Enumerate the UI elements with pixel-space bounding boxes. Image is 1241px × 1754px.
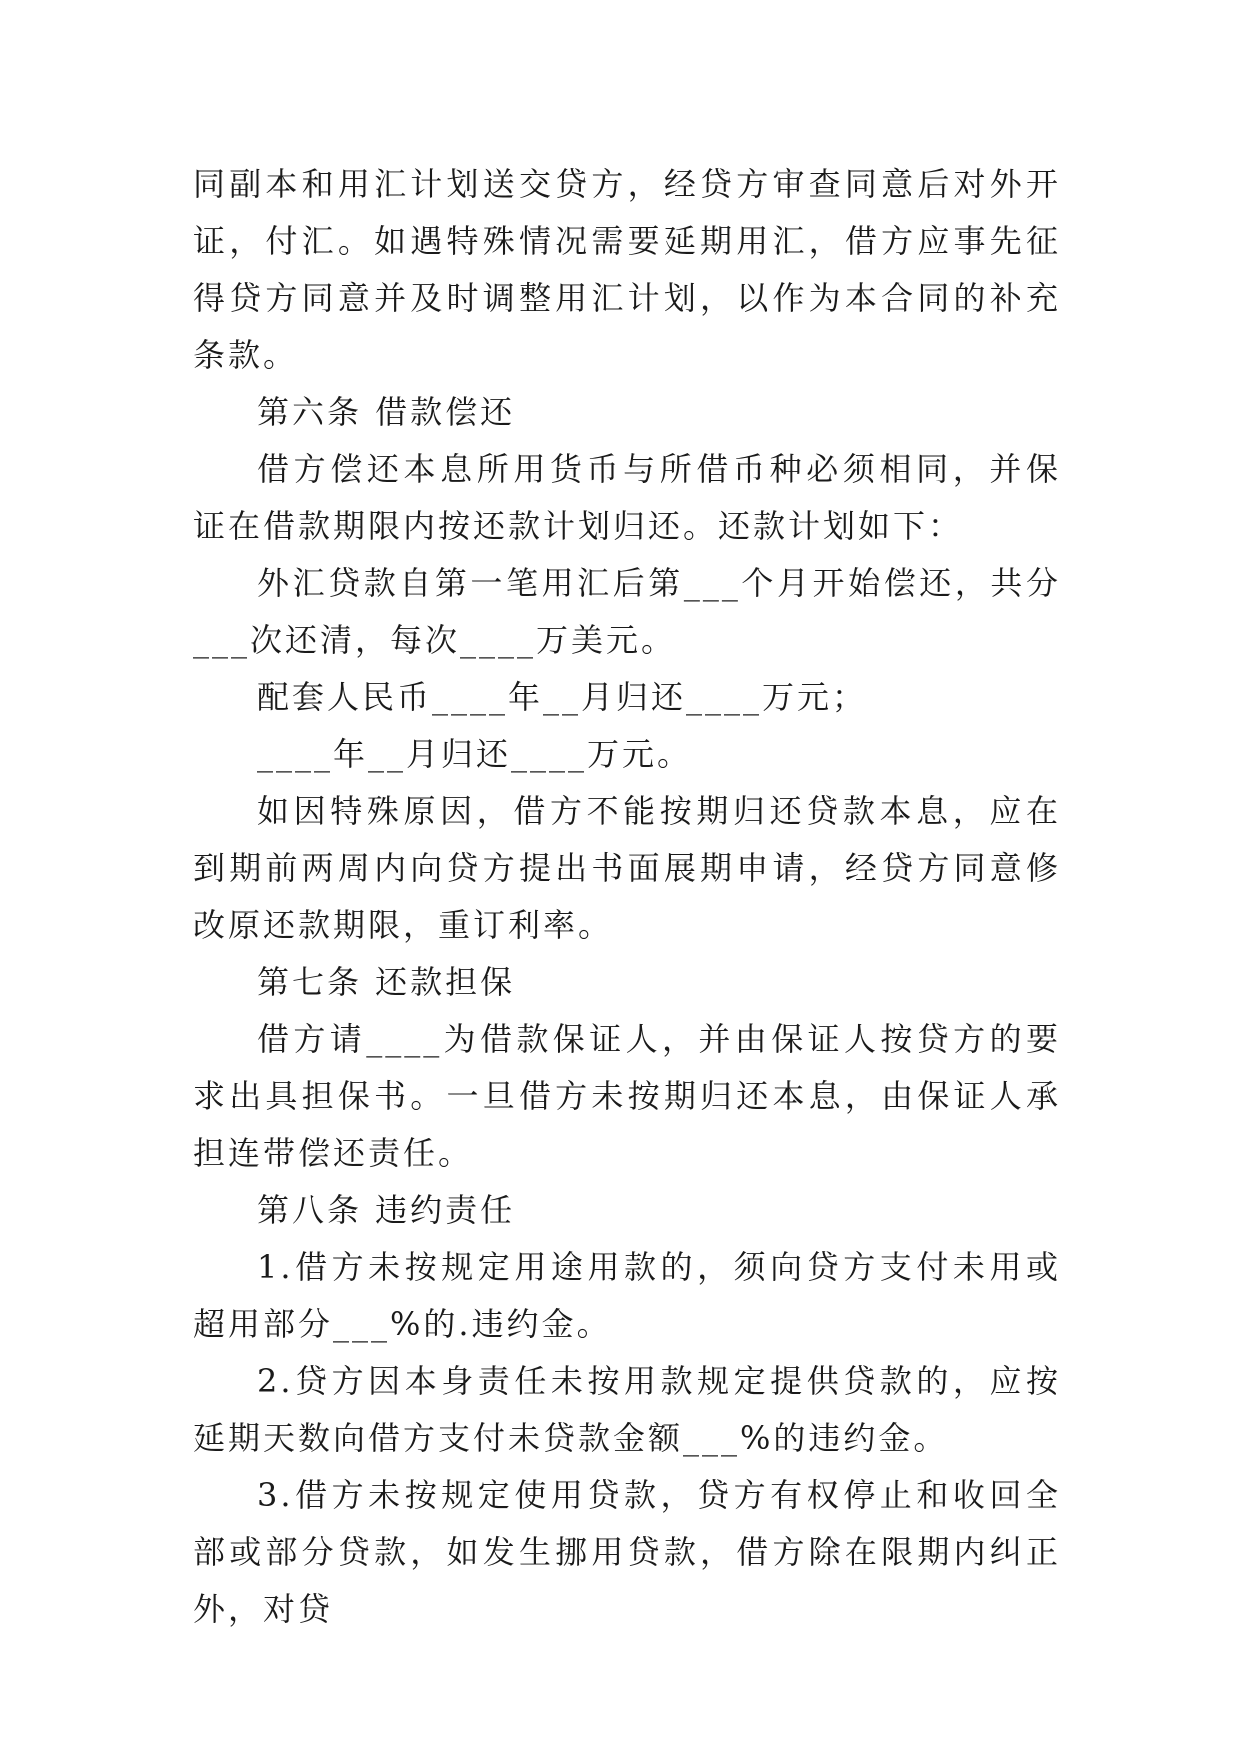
article-8-heading: 第八条 违约责任 bbox=[257, 1191, 516, 1229]
document-body bbox=[193, 156, 1061, 1638]
paragraph-extension: 如因特殊原因，借方不能按期归还贷款本息，应在到期前两周内向贷方提出书面展期申请，经贷方同意修改原还款期限，重订利率。 bbox=[193, 792, 1061, 944]
paragraph-guarantor: 借方请____为借款保证人，并由保证人按贷方的要求出具担保书。一旦借方未按期归还本息，由保证人承担连带偿还责任。 bbox=[193, 1020, 1061, 1172]
article-6-heading: 第六条 借款偿还 bbox=[257, 393, 516, 431]
paragraph-rmb-repayment-2: ____年__月归还____万元。 bbox=[257, 735, 693, 773]
paragraph-forex-repayment: 外汇贷款自第一笔用汇后第___个月开始偿还，共分___次还清，每次____万美元。 bbox=[193, 564, 1061, 659]
paragraph-breach-2: 2.贷方因本身责任未按用款规定提供贷款的，应按延期天数向借方支付未贷款金额___%的违约金。 bbox=[193, 1362, 1061, 1457]
article-7-heading: 第七条 还款担保 bbox=[257, 963, 516, 1001]
paragraph-breach-3: 3.借方未按规定使用贷款，贷方有权停止和收回全部或部分贷款，如发生挪用贷款，借方除在限期内纠正外，对贷 bbox=[193, 1476, 1061, 1628]
paragraph-rmb-repayment-1: 配套人民币____年__月归还____万元； bbox=[257, 678, 868, 716]
paragraph-continuation: 同副本和用汇计划送交贷方，经贷方审查同意后对外开证，付汇。如遇特殊情况需要延期用汇，借方应事先征得贷方同意并及时调整用汇计划，以作为本合同的补充条款。 bbox=[193, 165, 1061, 374]
paragraph-breach-1: 1.借方未按规定用途用款的，须向贷方支付未用或超用部分___%的.违约金。 bbox=[193, 1248, 1061, 1343]
paragraph-repayment-currency: 借方偿还本息所用货币与所借币种必须相同，并保证在借款期限内按还款计划归还。还款计划如下： bbox=[193, 450, 1061, 545]
